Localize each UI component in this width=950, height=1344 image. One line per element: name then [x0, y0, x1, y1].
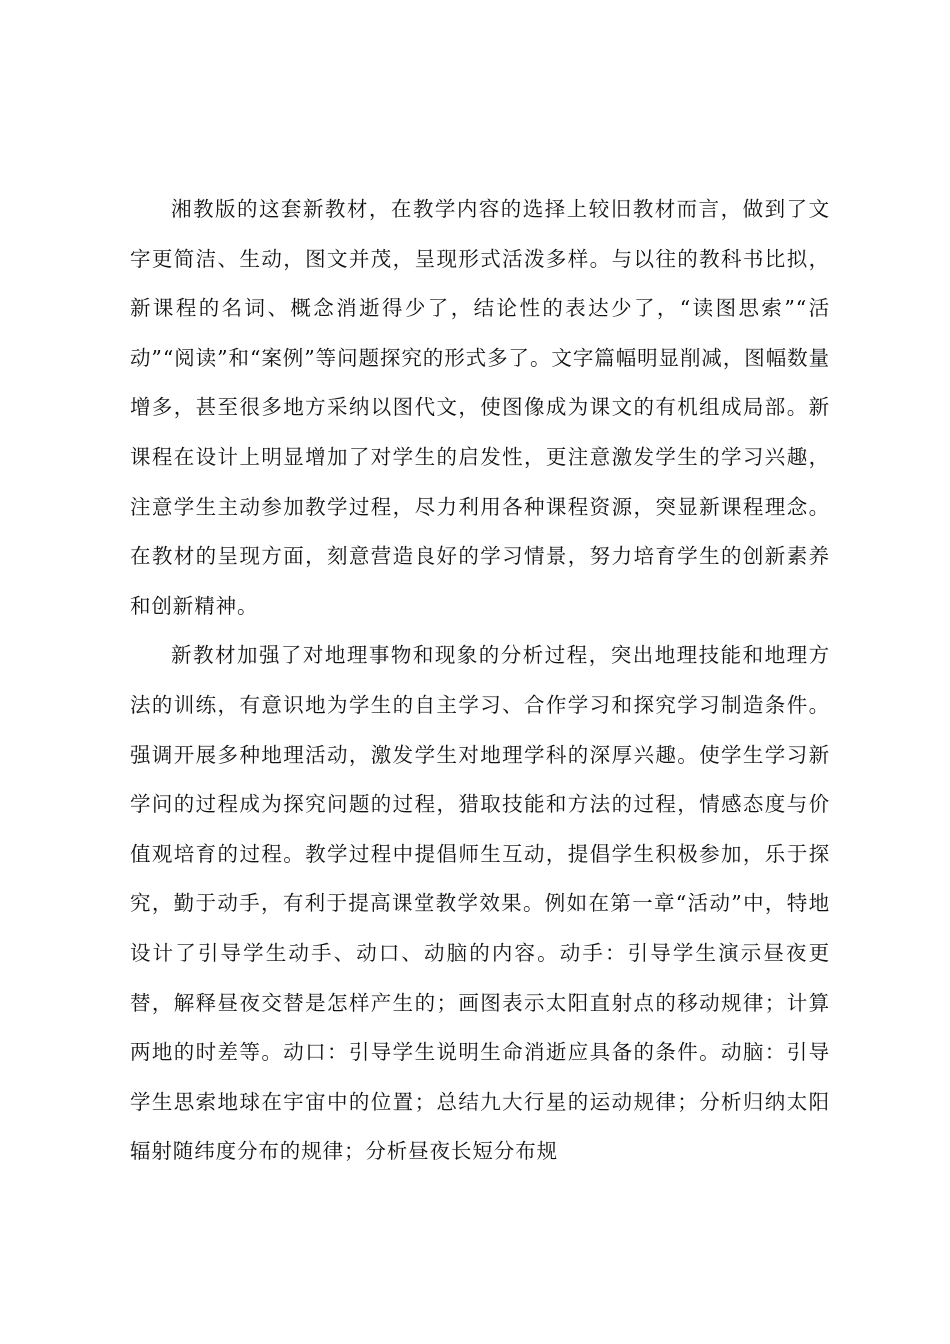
document-body: [130, 185, 830, 1177]
paragraph-1: 湘教版的这套新教材，在教学内容的选择上较旧教材而言，做到了文字更简洁、生动，图文并茂，呈现形式活泼多样。与以往的教科书比拟，新课程的名词、概念消逝得少了，结论性的表达少了，“读图思索”“活动”“阅读”和“案例”等问题探究的形式多了。文字篇幅明显削减，图幅数量增多，甚至很多地方采纳以图代文，使图像成为课文的有机组成局部。新课程在设计上明显增加了对学生的启发性，更注意激发学生的学习兴趣，注意学生主动参加教学过程，尽力利用各种课程资源，突显新课程理念。在教材的呈现方面，刻意营造良好的学习情景，努力培育学生的创新素养和创新精神。: [130, 197, 830, 618]
paragraph-2: 新教材加强了对地理事物和现象的分析过程，突出地理技能和地理方法的训练，有意识地为学生的自主学习、合作学习和探究学习制造条件。强调开展多种地理活动，激发学生对地理学科的深厚兴趣。使学生学习新学问的过程成为探究问题的过程，猎取技能和方法的过程，情感态度与价值观培育的过程。教学过程中提倡师生互动，提倡学生积极参加，乐于探究，勤于动手，有利于提高课堂教学效果。例如在第一章“活动”中，特地设计了引导学生动手、动口、动脑的内容。动手：引导学生演示昼夜更替，解释昼夜交替是怎样产生的；画图表示太阳直射点的移动规律；计算两地的时差等。动口：引导学生说明生命消逝应具备的条件。动脑：引导学生思索地球在宇宙中的位置；总结九大行星的运动规律；分析归纳太阳辐射随纬度分布的规律；分析昼夜长短分布规: [130, 643, 830, 1164]
